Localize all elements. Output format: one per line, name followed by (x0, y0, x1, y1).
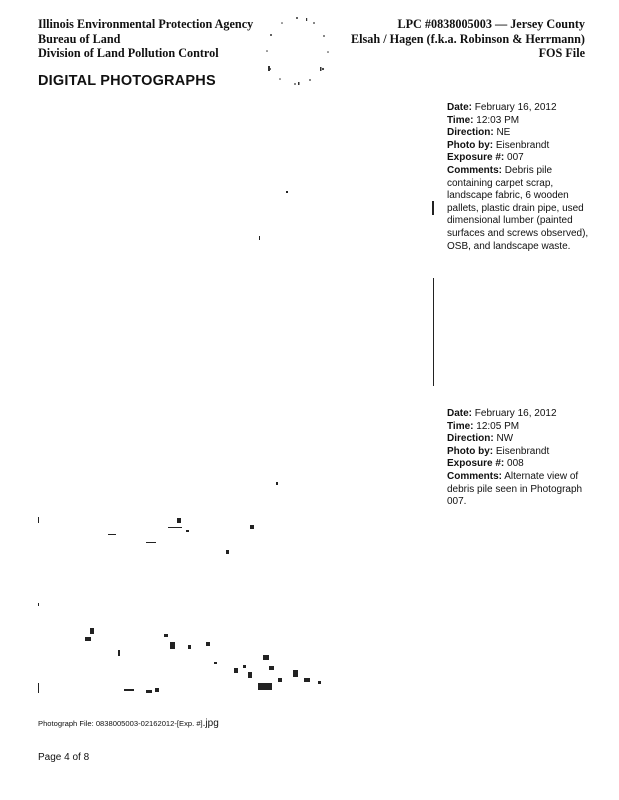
photo-direction: NE (496, 127, 511, 139)
date-label: Date: (447, 408, 473, 419)
direction-label: Direction: (447, 127, 494, 139)
file-type: FOS File (538, 46, 585, 60)
date-label: Date: (447, 102, 473, 113)
page-number: Page 4 of 8 (38, 752, 90, 763)
photo-by-label: Photo by: (447, 139, 494, 151)
photo-comments: Alternate view of debris pile seen in Photograph 007. (447, 470, 583, 508)
photo-by: Eisenbrandt (495, 139, 550, 151)
division-name: Division of Land Pollution Control (38, 46, 219, 60)
photo-007-details (447, 102, 593, 253)
photo-by-label: Photo by: (447, 445, 494, 457)
time-label: Time: (447, 420, 474, 432)
bureau-name: Bureau of Land (38, 31, 121, 46)
photo-time: 12:05 PM (476, 420, 520, 432)
photo-file-name (38, 718, 219, 729)
photo-exposure: 008 (507, 458, 524, 470)
site-name: Elsah / Hagen (f.k.a. Robinson & Herrmann) (351, 31, 585, 46)
photo-by: Eisenbrandt (495, 445, 550, 457)
photo-file-pattern: Photograph File: 0838005003-02162012-[Exp. #] (38, 719, 203, 728)
direction-label: Direction: (447, 433, 494, 445)
agency-name: Illinois Environmental Protection Agency (38, 17, 254, 31)
comments-label: Comments: (447, 164, 503, 176)
photo-direction: NW (496, 433, 514, 445)
photo-008-details (447, 408, 593, 509)
photo-008 (38, 400, 434, 705)
exposure-label: Exposure #: (447, 152, 505, 164)
photo-date: February 16, 2012 (474, 102, 557, 113)
photo-007 (38, 103, 434, 393)
photo-time: 12:03 PM (476, 114, 520, 126)
page-title: DIGITAL PHOTOGRAPHS (38, 73, 216, 89)
photo-comments: Debris pile containing carpet scrap, landscape fabric, 6 wooden pallets, plastic drain pipe, used dimensional lumber (painted surfaces and screws observed), OSB, and landscape waste. (447, 164, 589, 252)
photo-007-image (38, 103, 434, 393)
exposure-label: Exposure #: (447, 458, 505, 470)
photo-008-image (38, 400, 434, 705)
comments-label: Comments: (447, 470, 503, 482)
agency-seal-icon (262, 14, 332, 88)
photo-exposure: 007 (507, 152, 524, 164)
lpc-number: LPC #0838005003 — Jersey County (397, 17, 585, 31)
photo-date: February 16, 2012 (474, 408, 557, 419)
photo-file-extension: .jpg (202, 718, 219, 729)
site-header (351, 17, 585, 61)
time-label: Time: (447, 114, 474, 126)
agency-header (38, 17, 253, 61)
